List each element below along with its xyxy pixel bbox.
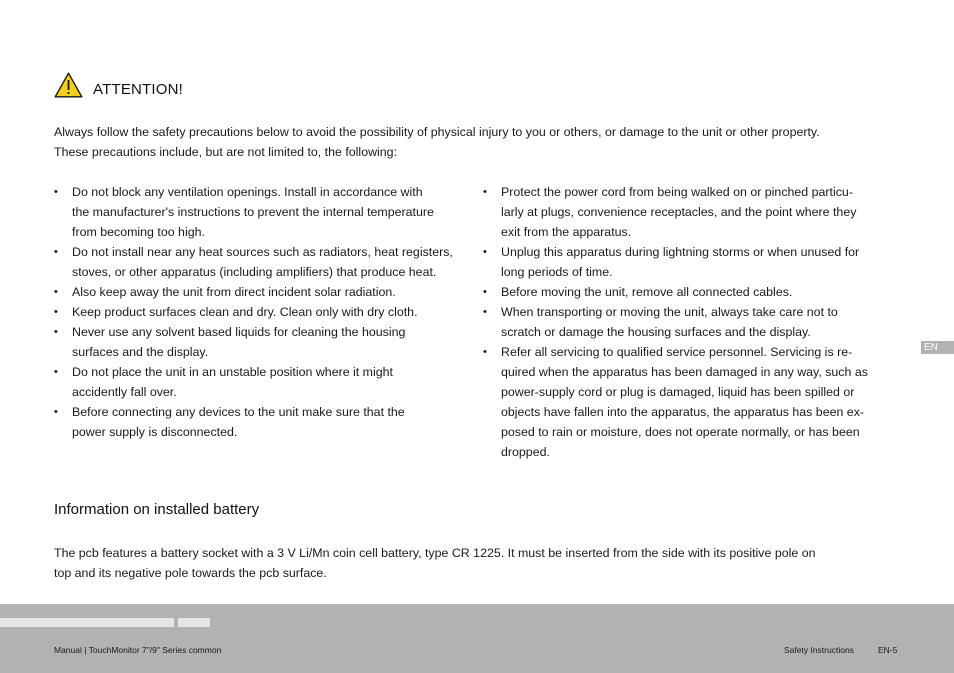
footer-page-number: EN-5 [878,645,898,655]
bullet-point: • [54,366,58,378]
precaution-text-line: Protect the power cord from being walked on or pinched particu- [501,185,853,199]
precaution-item [483,242,908,282]
precaution-text-line: power supply is disconnected. [72,425,238,439]
precaution-text-line: stoves, or other apparatus (including amplifiers) that produce heat. [72,265,437,279]
right-precautions-list [483,182,908,462]
bullet-point: • [54,406,58,418]
precaution-text-line: Before moving the unit, remove all connected cables. [501,285,793,299]
attention-heading: ATTENTION! [93,81,184,98]
footer-section-name: Safety Instructions [784,645,854,655]
battery-line: The pcb features a battery socket with a 3 V Li/Mn coin cell battery, type CR 1225. It must be inserted from the side with its positive pole on [54,546,816,560]
bullet-point: • [483,346,487,358]
precaution-text-line: Keep product surfaces clean and dry. Clean only with dry cloth. [72,305,418,319]
precaution-text-line: dropped. [501,445,550,459]
bullet-point: • [54,326,58,338]
precaution-text-line: objects have fallen into the apparatus, the apparatus has been ex- [501,405,865,419]
precaution-text-line: surfaces and the display. [72,345,209,359]
precaution-item [483,282,908,302]
precaution-item [54,322,479,362]
precaution-text-line: posed to rain or moisture, does not operate normally, or has been [501,425,860,439]
intro-line: Always follow the safety precautions below to avoid the possibility of physical injury to you or others, or damage to the unit or other property. [54,125,820,139]
intro-paragraph [54,122,904,162]
precaution-text-line: When transporting or moving the unit, always take care not to [501,305,838,319]
precaution-text-line: power-supply cord or plug is damaged, liquid has been spilled or [501,385,855,399]
precaution-item [483,302,908,342]
battery-heading: Information on installed battery [54,501,260,518]
bullet-point: • [483,306,487,318]
precaution-item [54,362,479,402]
battery-paragraph [54,543,914,583]
precaution-item [54,282,479,302]
bullet-point: • [483,186,487,198]
precaution-text-line: the manufacturer's instructions to prevent the internal temperature [72,205,434,219]
page-footer [0,604,954,673]
precaution-text-line: Unplug this apparatus during lightning storms or when unused for [501,245,860,259]
intro-line: These precautions include, but are not limited to, the following: [54,145,398,159]
footer-manual-title: Manual | TouchMonitor 7"/9" Series common [54,645,222,655]
bullet-point: • [483,246,487,258]
precaution-text-line: Do not install near any heat sources such as radiators, heat registers, [72,245,453,259]
footer-accent-bar [0,618,174,627]
left-precautions-list [54,182,479,442]
footer-accent-bar-small [178,618,210,627]
precaution-text-line: Refer all servicing to qualified service personnel. Servicing is re- [501,345,853,359]
precaution-text-line: long periods of time. [501,265,613,279]
precaution-item [54,242,479,282]
precaution-item [483,182,908,242]
precaution-text-line: Before connecting any devices to the unit make sure that the [72,405,405,419]
precaution-text-line: larly at plugs, convenience receptacles, and the point where they [501,205,857,219]
battery-line: top and its negative pole towards the pcb surface. [54,566,327,580]
precaution-item [54,402,479,442]
precaution-text-line: Do not place the unit in an unstable position where it might [72,365,393,379]
language-tab: EN [921,341,954,354]
bullet-point: • [54,306,58,318]
precaution-text-line: from becoming too high. [72,225,205,239]
precaution-text-line: accidently fall over. [72,385,177,399]
warning-triangle-icon [54,72,83,98]
precaution-item [54,182,479,242]
precaution-text-line: scratch or damage the housing surfaces and the display. [501,325,811,339]
precaution-text-line: Never use any solvent based liquids for cleaning the housing [72,325,406,339]
precaution-item [54,302,479,322]
precaution-text-line: Also keep away the unit from direct incident solar radiation. [72,285,396,299]
precaution-text-line: exit from the apparatus. [501,225,632,239]
precaution-item [483,342,908,462]
precaution-text-line: Do not block any ventilation openings. Install in accordance with [72,185,423,199]
bullet-point: • [54,246,58,258]
precaution-text-line: quired when the apparatus has been damaged in any way, such as [501,365,868,379]
bullet-point: • [54,186,58,198]
bullet-point: • [54,286,58,298]
bullet-point: • [483,286,487,298]
